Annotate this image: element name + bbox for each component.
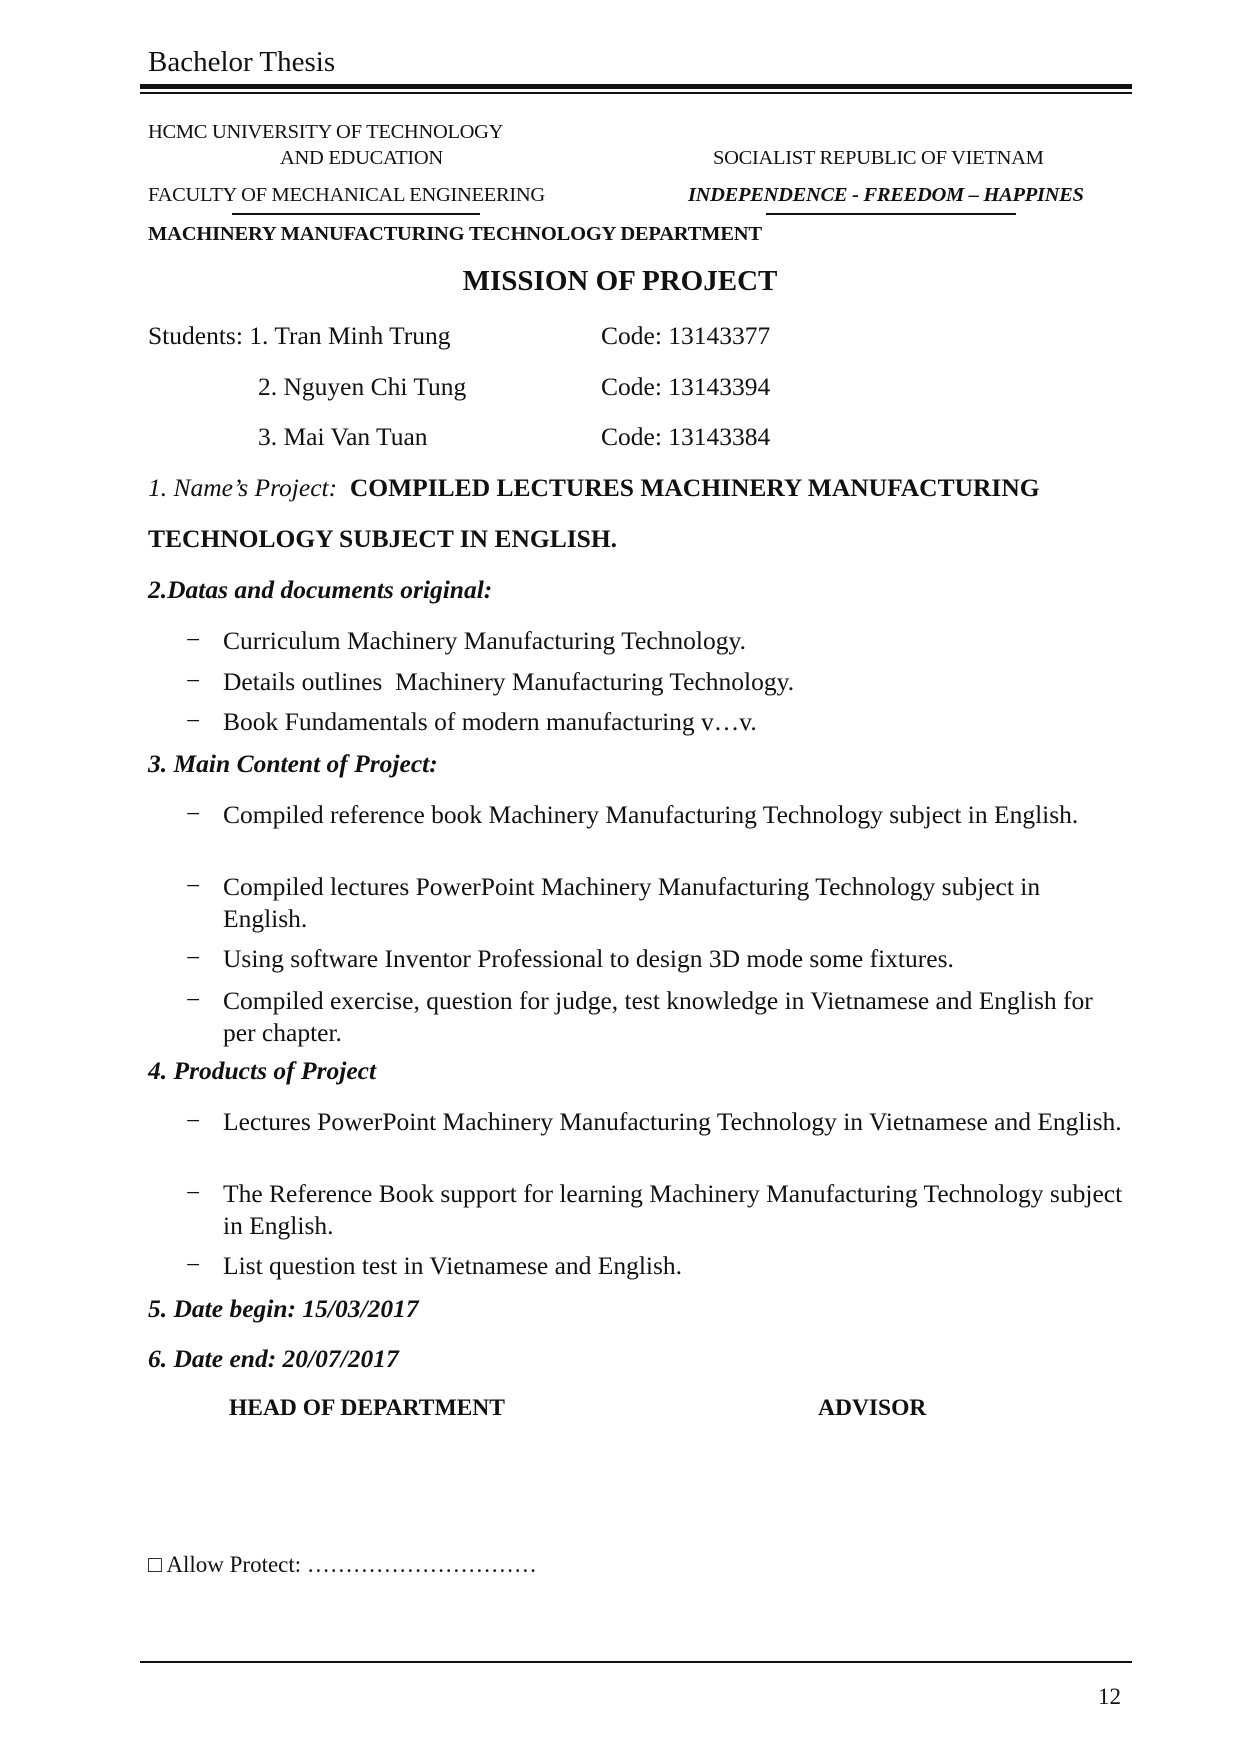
header-rule-thick — [140, 84, 1132, 89]
bullet-dash: − — [186, 706, 201, 735]
section-2-item: Details outlines Machinery Manufacturing Technology. — [223, 667, 795, 696]
motto-underline — [766, 213, 1016, 215]
student-code-1: Code: 13143377 — [601, 321, 771, 350]
bullet-dash: − — [186, 625, 201, 654]
advisor-signature-label: ADVISOR — [818, 1395, 927, 1421]
section-2-item: Book Fundamentals of modern manufacturing v…v. — [223, 707, 757, 736]
bullet-dash: − — [186, 799, 201, 828]
national-motto: INDEPENDENCE - FREEDOM – HAPPINES — [688, 184, 1084, 206]
header-rule-thin — [140, 92, 1132, 94]
section-4-item: Lectures PowerPoint Machinery Manufacturing Technology in Vietnamese and English. — [223, 1107, 1122, 1136]
department-name: MACHINERY MANUFACTURING TECHNOLOGY DEPARTMENT — [148, 223, 762, 245]
university-name-line1: HCMC UNIVERSITY OF TECHNOLOGY — [148, 121, 504, 143]
faculty-underline — [232, 213, 480, 215]
page-title: MISSION OF PROJECT — [462, 265, 778, 297]
bullet-dash: − — [186, 1250, 201, 1279]
bullet-dash: − — [186, 1106, 201, 1135]
project-title-line1: COMPILED LECTURES MACHINERY MANUFACTURING — [349, 473, 1040, 502]
bullet-dash: − — [186, 943, 201, 972]
section-3-item: Using software Inventor Professional to design 3D mode some fixtures. — [223, 944, 954, 973]
student-code-2: Code: 13143394 — [601, 372, 771, 401]
section-4-item: List question test in Vietnamese and English. — [223, 1251, 683, 1280]
date-end: 6. Date end: 20/07/2017 — [148, 1344, 399, 1373]
running-header: Bachelor Thesis — [148, 46, 336, 78]
footer-rule — [140, 1661, 1132, 1663]
head-of-department-signature-label: HEAD OF DEPARTMENT — [229, 1395, 505, 1421]
section-3-item: Compiled exercise, question for judge, test knowledge in Vietnamese and English for per chapter. — [223, 986, 1093, 1047]
section-2-item: Curriculum Machinery Manufacturing Technology. — [223, 626, 746, 655]
section-4-heading: 4. Products of Project — [148, 1056, 377, 1085]
allow-protect-checkbox-line: □ Allow Protect: ………………………… — [148, 1552, 537, 1577]
student-name-2: 2. Nguyen Chi Tung — [258, 372, 467, 401]
bullet-dash: − — [186, 985, 201, 1014]
bullet-dash: − — [186, 871, 201, 900]
university-name-line2: AND EDUCATION — [280, 147, 443, 169]
bullet-dash: − — [186, 1178, 201, 1207]
section-1-label: 1. Name’s Project: — [148, 473, 338, 502]
students-label: Students: 1. Tran Minh Trung — [148, 321, 451, 350]
section-4-item: The Reference Book support for learning Machinery Manufacturing Technology subject in English. — [223, 1179, 1123, 1240]
project-title-line2: TECHNOLOGY SUBJECT IN ENGLISH. — [148, 524, 618, 553]
section-3-heading: 3. Main Content of Project: — [148, 749, 438, 778]
section-3-item: Compiled reference book Machinery Manufacturing Technology subject in English. — [223, 800, 1079, 829]
date-begin: 5. Date begin: 15/03/2017 — [148, 1294, 419, 1323]
section-3-item: Compiled lectures PowerPoint Machinery Manufacturing Technology subject in English. — [223, 872, 1041, 933]
section-2-heading: 2.Datas and documents original: — [148, 575, 493, 604]
bullet-dash: − — [186, 666, 201, 695]
country-name: SOCIALIST REPUBLIC OF VIETNAM — [713, 147, 1044, 169]
section-1-heading-line — [148, 473, 1040, 503]
student-name-3: 3. Mai Van Tuan — [258, 422, 428, 451]
page-number: 12 — [1098, 1684, 1121, 1709]
faculty-name: FACULTY OF MECHANICAL ENGINEERING — [148, 184, 545, 206]
student-code-3: Code: 13143384 — [601, 422, 771, 451]
